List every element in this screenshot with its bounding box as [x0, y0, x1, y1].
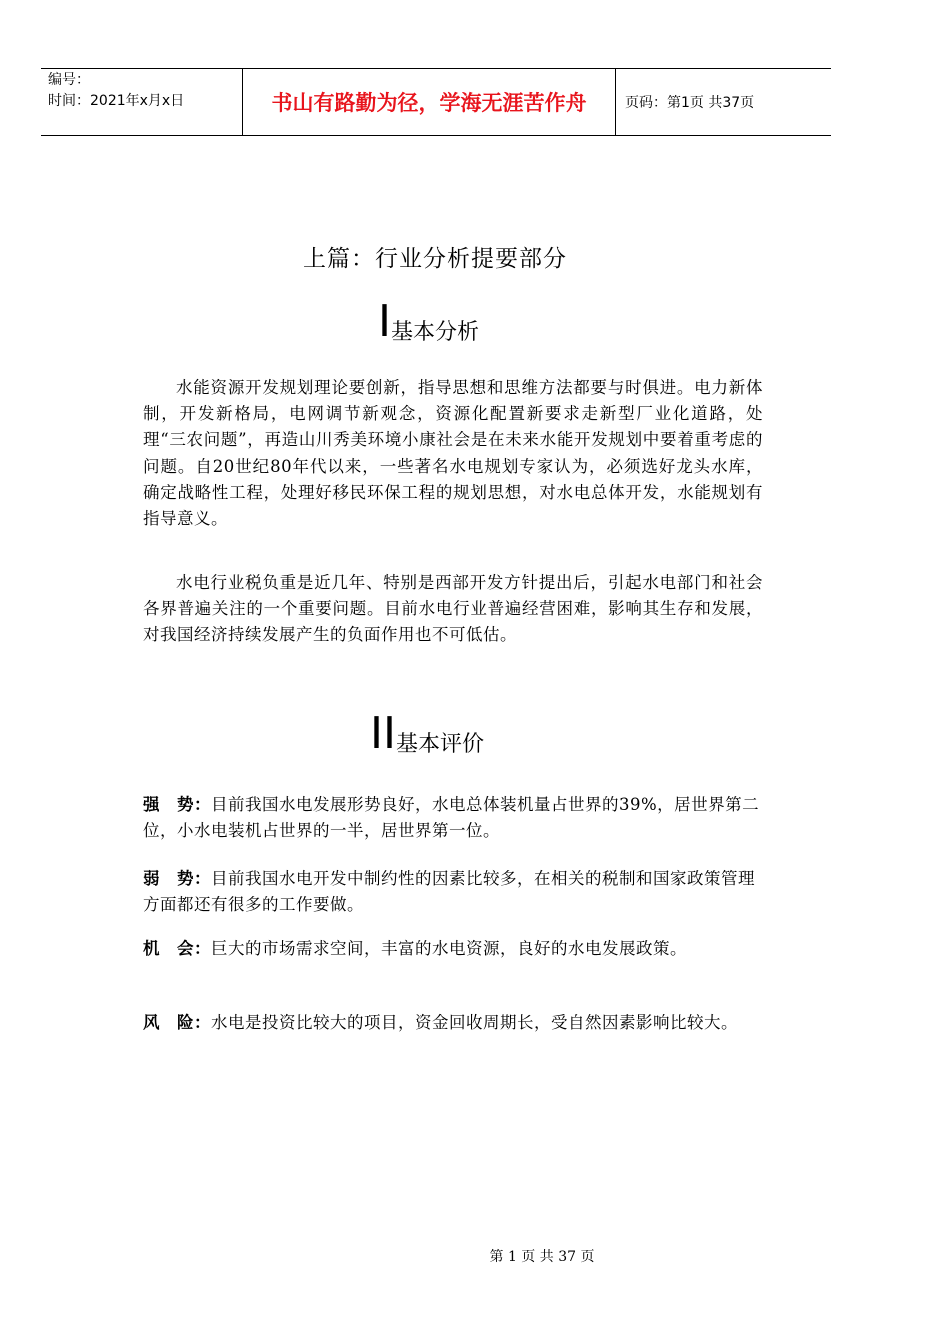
section-number: II	[370, 708, 396, 759]
paragraph: 水电行业税负重是近几年、特别是西部开发方针提出后，引起水电部门和社会各界普遍关注的一个重要问题。目前水电行业普遍经营困难，影响其生存和发展，对我国经济持续发展产生的负面作用也不可低估。	[143, 573, 763, 645]
eval-label: 弱 势：	[143, 869, 211, 888]
eval-text: 目前我国水电发展形势良好，水电总体装机量占世界的39%，居世界第二位，小水电装机占世界的一半，居世界第一位。	[143, 795, 760, 841]
eval-text: 巨大的市场需求空间，丰富的水电资源，良好的水电发展政策。	[211, 939, 687, 958]
eval-item-weakness	[143, 866, 763, 918]
header-meta	[48, 70, 238, 112]
page-title: 上篇：行业分析提要部分	[303, 246, 567, 272]
eval-item-strength	[143, 792, 763, 844]
paragraph: 水能资源开发规划理论要创新，指导思想和思维方法都要与时俱进。电力新体制，开发新格局，电网调节新观念，资源化配置新要求走新型厂业化道路，处理“三农问题”，再造山川秀美环境小康社会是在未来水能开发规划中要着重考虑的问题。自20世纪80年代以来，一些著名水电规划专家认为，必须选好龙头水库，确定战略性工程，处理好移民环保工程的规划思想，对水电总体开发，水能规划有指导意义。	[143, 378, 763, 529]
eval-text: 目前我国水电开发中制约性的因素比较多，在相关的税制和国家政策管理方面都还有很多的工作要做。	[143, 869, 755, 915]
date-label: 时间：2021年x月x日	[48, 93, 185, 109]
header-bottom-rule	[41, 135, 831, 136]
eval-text: 水电是投资比较大的项目，资金回收周期长，受自然因素影响比较大。	[211, 1013, 738, 1032]
header-motto: 书山有路勤为径，学海无涯苦作舟	[271, 90, 587, 115]
serial-label: 编号：	[48, 72, 90, 88]
section-heading-basic-analysis	[378, 296, 479, 347]
section-title: 基本评价	[395, 732, 484, 757]
eval-label: 强 势：	[143, 795, 211, 814]
section-number: I	[378, 296, 391, 347]
eval-item-opportunity	[143, 936, 763, 962]
header-divider-right	[615, 68, 616, 135]
header-page-info: 页码：第1页 共37页	[625, 94, 755, 111]
section-heading-basic-evaluation	[370, 708, 484, 759]
section-title: 基本分析	[390, 320, 479, 345]
page-footer: 第 1 页 共 37 页	[489, 1249, 595, 1265]
eval-label: 机 会：	[143, 939, 211, 958]
eval-item-risk	[143, 1010, 763, 1036]
eval-label: 风 险：	[143, 1013, 211, 1032]
